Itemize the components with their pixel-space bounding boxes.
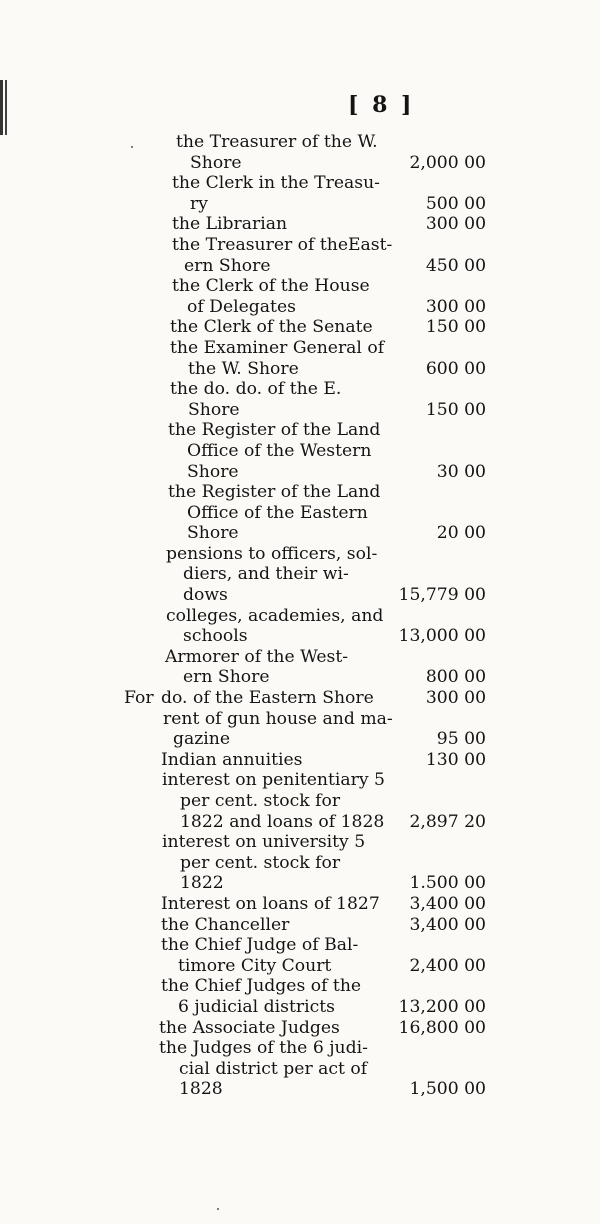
entry-amount: 3,400 00	[409, 893, 486, 914]
entry-description: the Clerk in the Treasu-	[172, 173, 380, 194]
entry-description: the Librarian	[172, 214, 288, 235]
entry-description: Shore	[187, 523, 239, 544]
ledger-entry	[0, 606, 600, 647]
ledger-line	[0, 709, 600, 730]
ledger-line	[0, 915, 600, 936]
entry-description: timore City Court	[178, 955, 332, 976]
entry-description: the W. Shore	[188, 358, 299, 379]
entry-description: 1822	[180, 873, 224, 894]
ledger-line	[0, 420, 600, 441]
entry-description: interest on penitentiary 5	[162, 770, 385, 791]
ledger-entry	[0, 894, 600, 915]
ledger-entry	[0, 770, 600, 832]
ledger-line	[0, 503, 600, 524]
ledger-entry	[0, 173, 600, 214]
entry-description: cial district per act of	[179, 1058, 368, 1079]
entry-description: the Treasurer of theEast-	[172, 234, 393, 255]
entry-description: the Judges of the 6 judi-	[159, 1038, 368, 1059]
ledger-entry	[0, 317, 600, 338]
entry-amount: 500 00	[425, 193, 486, 214]
ledger-entry	[0, 935, 600, 976]
ledger-line	[0, 770, 600, 791]
entry-description: the Examiner General of	[170, 337, 385, 358]
ledger-line	[0, 873, 600, 894]
entry-amount: 13,000 00	[398, 626, 486, 647]
entry-description: Office of the Eastern	[187, 502, 368, 523]
entry-description: the Clerk of the House	[172, 276, 370, 297]
ledger-line	[0, 317, 600, 338]
entry-description: Office of the Western	[187, 440, 372, 461]
ledger-line	[0, 153, 600, 174]
ledger-line	[0, 1079, 600, 1100]
ledger-entry	[0, 214, 600, 235]
ledger-line	[0, 544, 600, 565]
entry-prefix: For	[124, 688, 154, 709]
entry-description: Shore	[188, 399, 240, 420]
ledger-line	[0, 400, 600, 421]
entry-description: the Chanceller	[161, 914, 290, 935]
entry-amount: 300 00	[425, 688, 486, 709]
ledger-line	[0, 626, 600, 647]
ledger-line	[0, 523, 600, 544]
ledger-line	[0, 297, 600, 318]
ledger-line	[0, 832, 600, 853]
entry-amount: 13,200 00	[398, 996, 486, 1017]
entry-description: 6 judicial districts	[178, 996, 335, 1017]
ledger-entry	[0, 1018, 600, 1039]
ledger-line	[0, 853, 600, 874]
ledger-line	[0, 441, 600, 462]
ledger-line	[0, 482, 600, 503]
ledger-entry	[0, 750, 600, 771]
entry-amount: 2,897 20	[409, 811, 486, 832]
ledger-line	[0, 1038, 600, 1059]
entry-description: the Chief Judge of Bal-	[161, 935, 359, 956]
entry-description: the do. do. of the E.	[170, 379, 342, 400]
ledger-line	[0, 1059, 600, 1080]
entry-amount: 30 00	[436, 461, 486, 482]
entry-description: ry	[190, 193, 208, 214]
ledger-entry	[0, 276, 600, 317]
entry-description: gazine	[173, 729, 231, 750]
ledger-entry	[0, 915, 600, 936]
print-speck	[217, 1208, 219, 1210]
entry-description: schools	[183, 626, 248, 647]
entry-amount: 1,500 00	[409, 1079, 486, 1100]
ledger-line	[0, 276, 600, 297]
entry-amount: 300 00	[425, 296, 486, 317]
ledger-line	[0, 194, 600, 215]
entry-amount: 600 00	[425, 358, 486, 379]
ledger-line	[0, 173, 600, 194]
entry-amount: 130 00	[425, 749, 486, 770]
entry-description: per cent. stock for	[180, 791, 341, 811]
ledger-entry	[0, 132, 600, 173]
entry-description: rent of gun house and ma-	[163, 708, 393, 729]
ledger-entry	[0, 420, 600, 482]
ledger-line	[0, 688, 600, 709]
ledger-entry	[0, 379, 600, 420]
entry-description: the Associate Judges	[159, 1017, 340, 1038]
ledger-line	[0, 359, 600, 380]
entry-description: the Register of the Land	[168, 482, 381, 503]
ledger-entry	[0, 338, 600, 379]
print-speck	[131, 146, 133, 148]
ledger-line	[0, 462, 600, 483]
ledger-entry	[0, 482, 600, 544]
entry-description: do. of the Eastern Shore	[161, 688, 374, 709]
entry-description: of Delegates	[187, 296, 296, 317]
ledger-entry	[0, 688, 600, 709]
ledger-line	[0, 956, 600, 977]
ledger-line	[0, 976, 600, 997]
entry-description: pensions to officers, sol-	[166, 543, 378, 564]
entry-description: ern Shore	[184, 255, 271, 276]
ledger-line	[0, 256, 600, 277]
entry-description: the Register of the Land	[168, 420, 381, 441]
ledger-entry	[0, 647, 600, 688]
binding-edge-mark	[0, 80, 12, 135]
entry-amount: 150 00	[425, 399, 486, 420]
entry-amount: 15,779 00	[398, 585, 486, 606]
entry-amount: 16,800 00	[398, 1017, 486, 1038]
ledger-line	[0, 564, 600, 585]
entry-description: 1822 and loans of 1828	[180, 811, 385, 832]
ledger-line	[0, 791, 600, 812]
entry-description: colleges, academies, and	[166, 605, 384, 626]
entry-description: ern Shore	[183, 667, 270, 688]
entry-description: 1828	[179, 1079, 223, 1100]
entry-amount: 150 00	[425, 317, 486, 338]
ledger-line	[0, 132, 600, 153]
ledger-entry	[0, 1038, 600, 1100]
entry-description: per cent. stock for	[180, 852, 341, 873]
entry-amount: 2,400 00	[409, 955, 486, 976]
page-number: [ 8 ]	[348, 92, 415, 118]
entry-description: the Clerk of the Senate	[170, 317, 373, 338]
entry-amount: 95 00	[436, 729, 486, 750]
entry-amount: 800 00	[425, 667, 486, 688]
ledger-entry	[0, 709, 600, 750]
ledger-line	[0, 935, 600, 956]
ledger-line	[0, 750, 600, 771]
entry-amount: 300 00	[425, 214, 486, 235]
entry-amount: 20 00	[436, 523, 486, 544]
ledger-line	[0, 214, 600, 235]
entry-description: diers, and their wi-	[183, 564, 349, 585]
ledger-entry	[0, 544, 600, 606]
entry-amount: 3,400 00	[409, 914, 486, 935]
entry-description: Interest on loans of 1827	[161, 893, 380, 914]
appropriations-ledger	[0, 132, 600, 1100]
ledger-line	[0, 379, 600, 400]
ledger-entry	[0, 235, 600, 276]
entry-description: interest on university 5	[162, 832, 366, 853]
ledger-entry	[0, 832, 600, 894]
entry-description: Armorer of the West-	[165, 646, 349, 667]
entry-amount: 1.500 00	[409, 873, 486, 894]
ledger-line	[0, 812, 600, 833]
entry-amount: 2,000 00	[409, 152, 486, 173]
entry-description: dows	[183, 585, 228, 606]
ledger-line	[0, 606, 600, 627]
ledger-line	[0, 1018, 600, 1039]
ledger-line	[0, 338, 600, 359]
ledger-line	[0, 235, 600, 256]
ledger-line	[0, 729, 600, 750]
ledger-line	[0, 667, 600, 688]
ledger-line	[0, 894, 600, 915]
entry-description: the Chief Judges of the	[161, 976, 362, 997]
entry-description: Shore	[190, 152, 242, 173]
ledger-line	[0, 647, 600, 668]
entry-description: Shore	[187, 461, 239, 482]
ledger-entry	[0, 976, 600, 1017]
entry-description: the Treasurer of the W.	[176, 132, 378, 152]
ledger-line	[0, 585, 600, 606]
ledger-line	[0, 997, 600, 1018]
entry-amount: 450 00	[425, 255, 486, 276]
entry-description: Indian annuities	[161, 749, 303, 770]
